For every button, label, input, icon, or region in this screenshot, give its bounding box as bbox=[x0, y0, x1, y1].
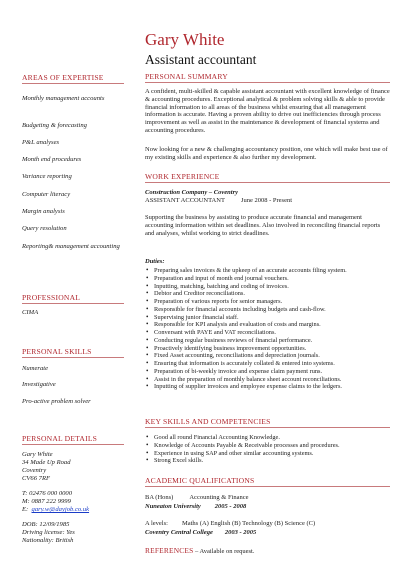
duty-item: • Supervising junior financial staff. bbox=[145, 314, 390, 322]
university-line bbox=[145, 503, 390, 511]
duty-item: • Preparation of various reports for senior managers. bbox=[145, 298, 390, 306]
job-line bbox=[145, 197, 390, 205]
details-licence: Driving license: Yes bbox=[22, 529, 75, 536]
alevels-line bbox=[145, 520, 390, 528]
university-dates: 2005 - 2008 bbox=[214, 503, 247, 510]
duty-item: • Inputting, matching, batching and coding of invoices. bbox=[145, 283, 390, 291]
details-nationality: Nationality: British bbox=[22, 537, 74, 544]
details-address: 34 Made Up Road bbox=[22, 459, 71, 466]
duty-item: • Ensuring that information is accurately collated & entered into systems. bbox=[145, 360, 390, 368]
details-dob: DOB: 12/09/1985 bbox=[22, 521, 70, 528]
details-phone: T: 02476 000 0000 bbox=[22, 490, 73, 497]
degree-subject: Accounting & Finance bbox=[189, 494, 249, 501]
expertise-item: Query resolution bbox=[22, 225, 67, 232]
skill-item: Numerate bbox=[22, 365, 49, 372]
duties-label: Duties: bbox=[145, 258, 165, 265]
summary-paragraph: Now looking for a new & challenging accountancy position, one which will make best use of my existing skills and experience & also further my development. bbox=[145, 146, 388, 161]
references-text: – Available on request. bbox=[195, 548, 255, 555]
details-mobile: M: 0887 222 9999 bbox=[22, 498, 71, 505]
duty-item: • Debtor and Creditor reconciliations. bbox=[145, 290, 390, 298]
details-postcode: CV66 7RF bbox=[22, 475, 51, 482]
company-name: Construction Company – Coventry bbox=[145, 189, 238, 196]
expertise-item: Monthly management accounts bbox=[22, 95, 105, 102]
college-dates: 2003 - 2005 bbox=[224, 529, 257, 536]
skills-heading: PERSONAL SKILLS bbox=[22, 347, 124, 358]
job-dates: June 2008 - Present bbox=[240, 197, 293, 204]
summary-heading: PERSONAL SUMMARY bbox=[145, 72, 390, 83]
college-name: Coventry Central College bbox=[145, 529, 213, 536]
expertise-item: Reporting& management accounting bbox=[22, 243, 120, 250]
key-skill-item: • Knowledge of Accounts Payable & Receivable processes and procedures. bbox=[145, 442, 390, 450]
experience-heading: WORK EXPERIENCE bbox=[145, 172, 390, 183]
professional-item: CIMA bbox=[22, 309, 39, 316]
duty-item: • Conducting regular business reviews of financial performance. bbox=[145, 337, 390, 345]
duty-item: • Responsible for KPI analysis and evaluation of costs and margins. bbox=[145, 321, 390, 329]
alevels-label: A levels: bbox=[145, 520, 168, 527]
key-skill-item: • Good all round Financial Accounting Knowledge. bbox=[145, 434, 390, 442]
candidate-name: Gary White bbox=[145, 30, 225, 49]
duty-item: • Proactively identifying business improvement opportunities. bbox=[145, 345, 390, 353]
candidate-title: Assistant accountant bbox=[145, 52, 257, 67]
job-description: Supporting the business by assisting to produce accurate financial and management accounting information within set deadlines. Also involved in reconciling financial reports and analyses, whilst working to strict deadlines. bbox=[145, 214, 381, 237]
alevels-subjects: Maths (A) English (B) Technology (B) Science (C) bbox=[181, 520, 316, 527]
expertise-item: Computer literacy bbox=[22, 191, 71, 198]
degree-label: BA (Hons) bbox=[145, 494, 174, 501]
duty-item: • Preparation and input of month end journal vouchers. bbox=[145, 275, 390, 283]
email-prefix: E: bbox=[22, 506, 29, 513]
university-name: Nuneaton University bbox=[145, 503, 201, 510]
email-link[interactable]: gary.w@dayjob.co.uk bbox=[31, 506, 90, 513]
job-role: ASSISTANT ACCOUNTANT bbox=[145, 197, 225, 204]
summary-paragraph: A confident, multi-skilled & capable assistant accountant with excellent knowledge of finance & accounting procedures. Exceptional analytical & problem solving skills & able to provide financial information to all areas of the business whilst ensuring that all management information is accurate. Having a proven ability to drive out inefficiencies through process improvement as well as assist in the maintenance & development of financial systems and accounting procedures. bbox=[145, 88, 390, 134]
expertise-item: Variance reporting bbox=[22, 173, 72, 180]
expertise-heading: AREAS OF EXPERTISE bbox=[22, 73, 124, 84]
duty-item: • Fixed Asset accounting, reconciliations and depreciation journals. bbox=[145, 352, 390, 360]
expertise-item: P&L analyses bbox=[22, 139, 60, 146]
expertise-item: Margin analysis bbox=[22, 208, 65, 215]
key-skills-list bbox=[145, 434, 390, 465]
key-skill-item: • Experience in using SAP and other similar accounting systems. bbox=[145, 450, 390, 458]
duty-item: • Preparation of bi-weekly invoice and expense claim payment runs. bbox=[145, 368, 390, 376]
duties-list bbox=[145, 267, 390, 391]
expertise-item: Month end procedures bbox=[22, 156, 82, 163]
details-city: Coventry bbox=[22, 467, 47, 474]
duty-item: • Conversant with PAYE and VAT reconciliations. bbox=[145, 329, 390, 337]
details-heading: PERSONAL DETAILS bbox=[22, 434, 124, 445]
college-line bbox=[145, 529, 390, 537]
academic-heading: ACADEMIC QUALIFICATIONS bbox=[145, 476, 390, 487]
duty-item: • Assist in the preparation of monthly balance sheet account reconciliations. bbox=[145, 376, 390, 384]
professional-heading: PROFESSIONAL bbox=[22, 293, 124, 304]
expertise-item: Budgeting & forecasting bbox=[22, 122, 87, 129]
duty-item: • Preparing sales invoices & the upkeep of an accurate accounts filing system. bbox=[145, 267, 390, 275]
references-line bbox=[145, 547, 390, 556]
skill-item: Pro-active problem solver bbox=[22, 398, 91, 405]
details-email-row bbox=[22, 506, 124, 514]
key-skills-heading: KEY SKILLS AND COMPETENCIES bbox=[145, 417, 390, 428]
duty-item: • Responsible for financial accounts including budgets and cash-flow. bbox=[145, 306, 390, 314]
references-heading: REFERENCES bbox=[145, 546, 194, 555]
details-name: Gary White bbox=[22, 451, 53, 458]
key-skill-item: • Strong Excel skills. bbox=[145, 457, 390, 465]
degree-line bbox=[145, 494, 390, 502]
skill-item: Investigative bbox=[22, 381, 56, 388]
duty-item: • Inputting of supplier invoices and employee expense claims to the ledgers. bbox=[145, 383, 390, 391]
